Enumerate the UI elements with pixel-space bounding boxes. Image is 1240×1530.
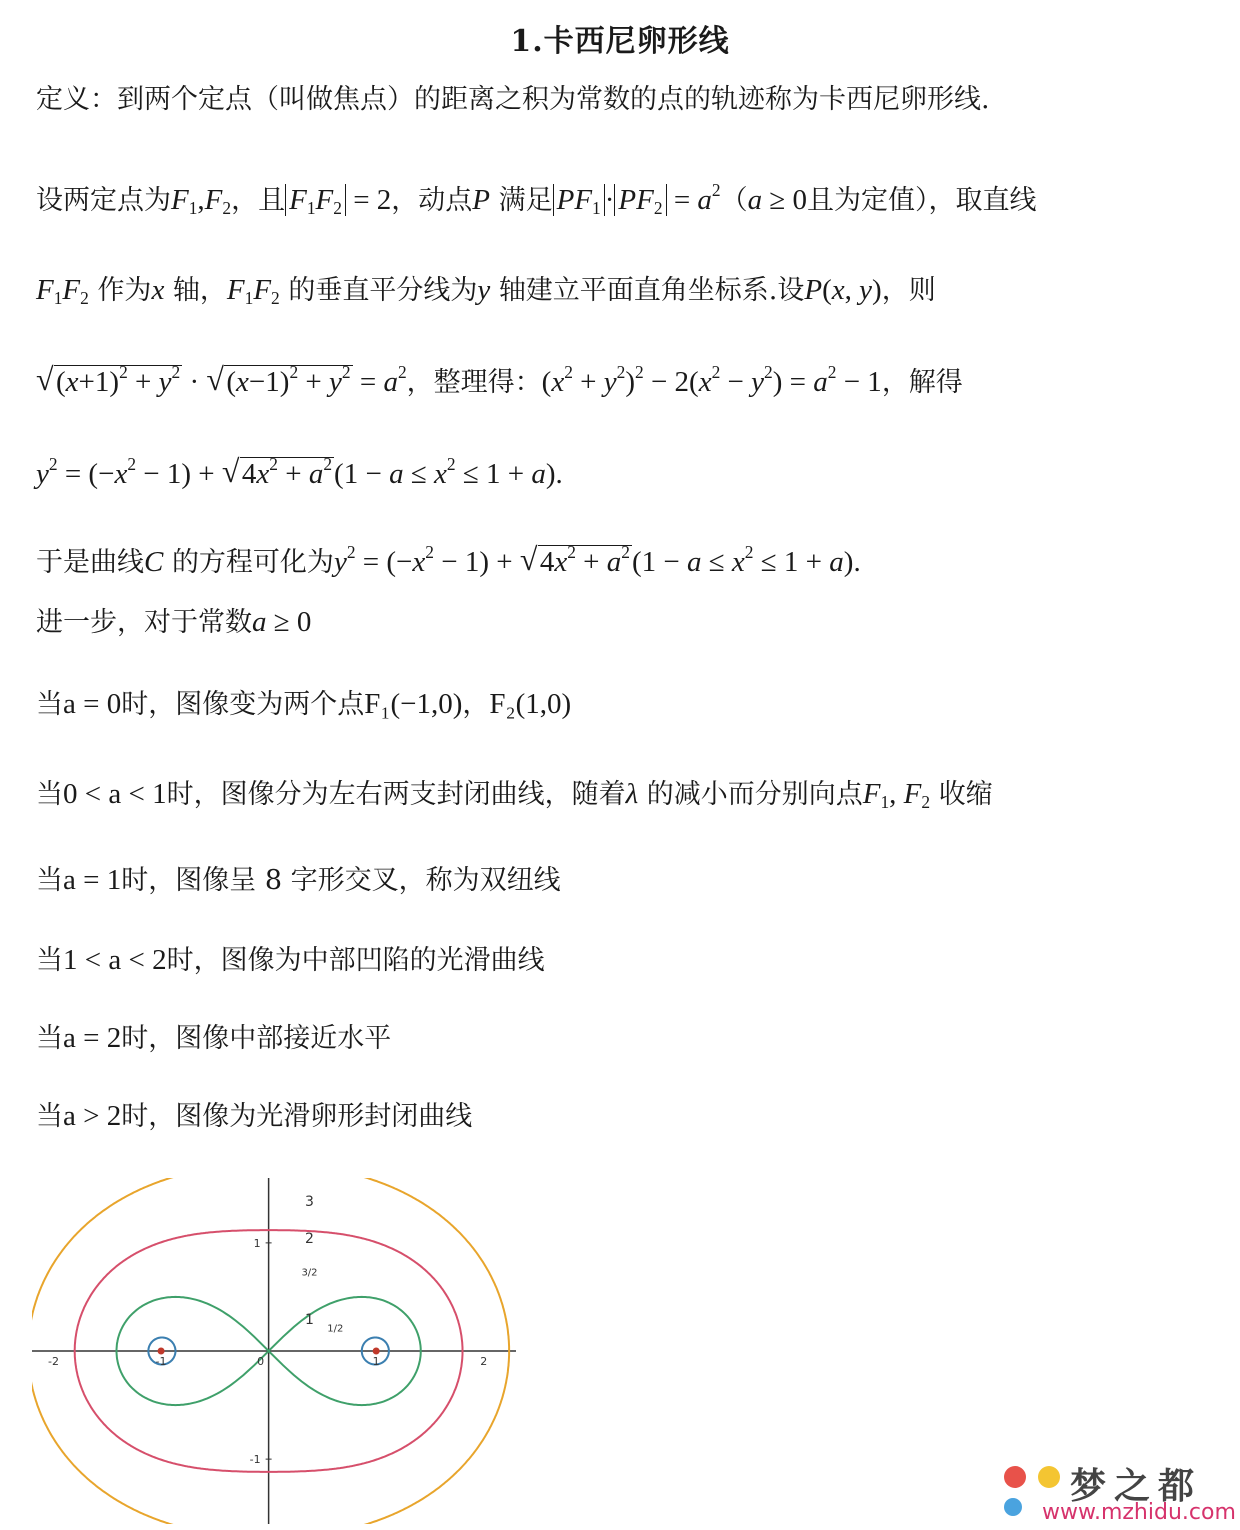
cassini-oval-chart	[32, 1178, 516, 1524]
setup-line-2: $F_1F_2$ 作为x 轴，$F_1F_2$ 的垂直平分线为y 轴建立平面直角坐标系.设P(x, y)，则	[36, 274, 936, 309]
watermark-url: www.mzhidu.com	[1042, 1500, 1236, 1525]
case-a-2: 当a = 2时，图像中部接近水平	[36, 1022, 392, 1054]
curve-equation: 于是曲线C 的方程可化为$y^2 = (-x^2 - 1)$ + √ $4x^2 + a^2(1 - a \le x^2 \le 1 + a)$.	[36, 544, 861, 581]
page-title: 1.卡西尼卵形线	[510, 24, 730, 59]
y-tick-label: -1	[249, 1453, 261, 1467]
focus-point	[373, 1348, 380, 1355]
x-tick-label: 2	[480, 1355, 488, 1368]
watermark	[998, 1456, 1238, 1528]
case-a-gt-2: 当a > 2时，图像为光滑卵形封闭曲线	[36, 1100, 473, 1132]
curve-label: 3	[305, 1194, 314, 1211]
curve-label: 1/2	[327, 1323, 344, 1335]
x-tick-label: 1	[372, 1355, 380, 1368]
case-a-0: 当a = 0时，图像变为两个点F₁(−1,0)，F₂(1,0)	[36, 688, 572, 720]
curve-label: 1	[305, 1311, 314, 1328]
logo-dot-blue-icon	[1004, 1498, 1022, 1516]
further-line: 进一步，对于常数a ≥ 0	[36, 606, 312, 638]
solution-equation: $y^2 = (-x^2 - 1)$ + √ $4x^2 + a^2(1 - a \le x^2 \le 1 + a)$.	[36, 456, 563, 493]
setup-line-3: √ $(x+1)^2 + y^2$ · √ $(x-1)^2 + y^2 = a^2$，整理得：$(x^2 + y^2)^2 - 2(x^2 - y^2) = a^2 - 1$，解得	[36, 364, 963, 401]
y-tick-label: 1	[253, 1236, 261, 1250]
x-tick-label: 0	[257, 1355, 265, 1368]
logo-dot-red-icon	[1004, 1466, 1026, 1488]
case-a-1-2: 当1 < a < 2时，图像为中部凹陷的光滑曲线	[36, 944, 545, 976]
case-a-0-1: 当0 < a < 1时，图像分为左右两支封闭曲线，随着λ 的减小而分别向点$F_1$, $F_2$ 收缩	[36, 778, 993, 813]
focus-point	[158, 1348, 165, 1355]
case-a-1: 当a = 1时，图像呈 8 字形交叉，称为双纽线	[36, 864, 561, 896]
x-tick-label: -1	[155, 1355, 167, 1368]
definition: 定义：到两个定点（叫做焦点）的距离之积为常数的点的轨迹称为卡西尼卵形线.	[36, 84, 990, 115]
curve-label: 2	[305, 1230, 314, 1247]
logo-dot-yellow-icon	[1038, 1466, 1060, 1488]
curve-label: 3/2	[301, 1267, 318, 1279]
x-tick-label: -2	[48, 1355, 59, 1368]
watermark-name: 梦之都	[1070, 1466, 1203, 1507]
setup-line-1: 设两定点为$F_1,F_2$，且 $F_1F_2 = 2$，动点P 满足 $PF_1 \cdot PF_2 = a^2(a \ge 0$且为定值），取直线	[36, 179, 1037, 219]
